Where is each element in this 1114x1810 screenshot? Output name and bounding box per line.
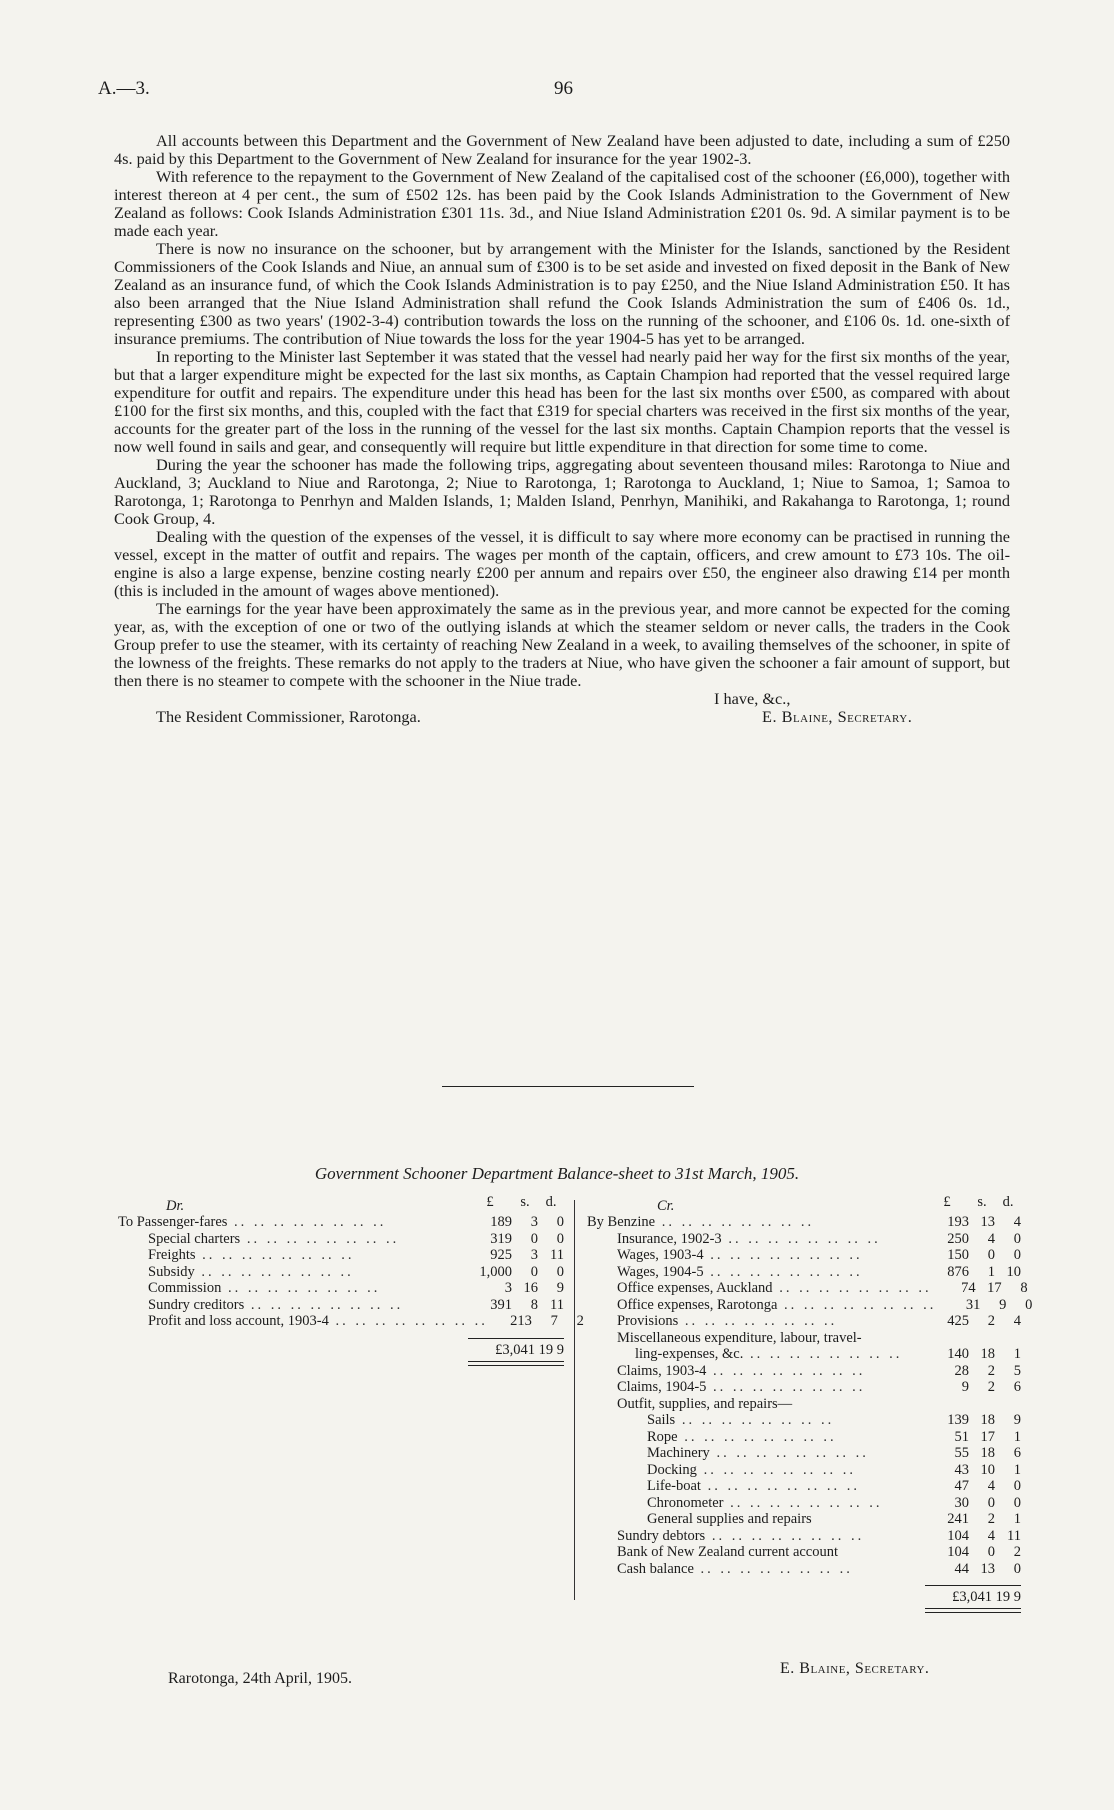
row-amount: 925 3 11 <box>490 1247 564 1263</box>
row-label: Claims, 1904-5 .. .. .. .. .. .. .. .. <box>617 1379 866 1395</box>
row-label: Rope .. .. .. .. .. .. .. .. <box>647 1428 837 1445</box>
table-row <box>587 1528 1021 1545</box>
paragraph: There is now no insurance on the schooner, but by arrangement with the Minister for the Islands, sanctioned by the Resident Commissioners of the Cook Islands and Niue, an annual sum of £300 is to be set aside and invested on fixed deposit in the Bank of New Zealand as an insurance fund, of which the Cook Islands Administration is to pay £250, and the Niue Island Administration £50. It has also been arranged that the Niue Island Administration shall refund the Cook Islands Administration the sum of £406 0s. 1d., representing £300 as two years' (1902-3-4) contribution towards the loss on the running of the schooner, and £106 0s. 1d. one-sixth of insurance premiums. The contribution of Niue towards the loss for the year 1904-5 has yet to be arranged. <box>114 239 1010 348</box>
row-amount: 104 4 11 <box>947 1527 1021 1544</box>
currency-headers: £ s. d. <box>486 1194 557 1210</box>
row-amount: 139 18 9 <box>947 1412 1021 1428</box>
double-rule <box>925 1608 1021 1613</box>
row-label: To Passenger-fares .. .. .. .. .. .. .. .. <box>118 1214 387 1230</box>
table-row <box>118 1280 564 1297</box>
credit-heading: Cr. <box>657 1198 675 1214</box>
credit-column <box>587 1194 1033 1613</box>
debit-total: £3,041 19 9 <box>495 1341 564 1358</box>
table-row <box>587 1429 1021 1446</box>
row-amount: 250 4 0 <box>947 1230 1021 1247</box>
paragraph: In reporting to the Minister last September it was stated that the vessel had nearly paid her way for the first six months of the year, but that a larger expenditure might be expected for the last six months, as Captain Champion had reported that the vessel required large expenditure for outfit and repairs. The expenditure under this head has been for the last six months over £500, as compared with about £100 for the first six months, and this, coupled with the fact that £319 for special charters was received in the first six months of the year, accounts for the greater part of the loss in the running of the vessel for the last six months. Captain Champion reports that the vessel is now well found in sails and gear, and consequently will require but little expenditure in that direction for some time to come. <box>114 347 1010 456</box>
table-row <box>118 1264 564 1281</box>
row-label: Provisions .. .. .. .. .. .. .. .. <box>617 1313 838 1329</box>
row-label: General supplies and repairs <box>647 1511 812 1527</box>
row-label: Cash balance .. .. .. .. .. .. .. .. <box>617 1560 853 1577</box>
row-label: Claims, 1903-4 .. .. .. .. .. .. .. .. <box>617 1362 866 1379</box>
table-row <box>587 1313 1021 1330</box>
row-label: Outfit, supplies, and repairs— <box>617 1395 793 1412</box>
debit-column <box>118 1194 584 1366</box>
table-row <box>587 1296 1033 1314</box>
row-amount: 391 8 11 <box>490 1296 564 1313</box>
closing-phrase: I have, &c., <box>714 689 791 708</box>
row-label: Miscellaneous expenditure, labour, travel- <box>617 1329 862 1346</box>
document-reference: A.—3. <box>98 78 150 99</box>
row-label: Bank of New Zealand current account <box>617 1544 839 1560</box>
row-amount: 425 2 4 <box>947 1313 1021 1329</box>
table-row <box>587 1346 1021 1363</box>
page-number: 96 <box>554 78 573 99</box>
table-row <box>587 1264 1021 1281</box>
row-label: Insurance, 1902-3 .. .. .. .. .. .. .. .. <box>617 1230 881 1247</box>
row-amount: 1,000 0 0 <box>479 1263 564 1280</box>
row-amount: 74 17 8 <box>961 1280 1028 1296</box>
row-label: By Benzine .. .. .. .. .. .. .. .. <box>587 1214 815 1230</box>
table-row <box>587 1561 1021 1578</box>
row-label: Machinery .. .. .. .. .. .. .. .. <box>647 1445 869 1461</box>
table-row <box>587 1412 1021 1429</box>
row-label: Sundry creditors .. .. .. .. .. .. .. .. <box>148 1296 404 1313</box>
row-label: Sundry debtors .. .. .. .. .. .. .. .. <box>617 1527 865 1544</box>
table-row <box>587 1247 1021 1264</box>
row-amount: 104 0 2 <box>947 1544 1021 1560</box>
table-row <box>587 1462 1021 1479</box>
letter-signature: E. Blaine, Secretary. <box>762 707 913 726</box>
row-label: Office expenses, Rarotonga .. .. .. .. .. .. .. .. <box>617 1296 937 1313</box>
row-label: Wages, 1904-5 .. .. .. .. .. .. .. .. <box>617 1263 863 1280</box>
paragraph: Dealing with the question of the expenses of the vessel, it is difficult to say where more economy can be practised in running the vessel, except in the matter of outfit and repairs. The wages per month of the captain, officers, and crew amount to £73 10s. The oil-engine is also a large expense, benzine costing nearly £200 per annum and repairs over £50, the engineer also drawing £14 per month (this is included in the amount of wages above mentioned). <box>114 527 1010 600</box>
row-label: Docking .. .. .. .. .. .. .. .. <box>647 1461 856 1478</box>
table-row <box>118 1214 564 1231</box>
row-label: Commission .. .. .. .. .. .. .. .. <box>148 1280 381 1296</box>
letter-addressee: The Resident Commissioner, Rarotonga. <box>156 707 421 726</box>
row-amount: 241 2 1 <box>947 1511 1021 1527</box>
letter-closing <box>114 690 1010 730</box>
table-row <box>118 1297 564 1314</box>
row-label: Freights .. .. .. .. .. .. .. .. <box>148 1247 355 1263</box>
table-row <box>587 1379 1021 1396</box>
row-label: Profit and loss account, 1903-4 .. .. .. .. .. .. .. .. <box>148 1313 488 1329</box>
page-header <box>98 78 1018 102</box>
row-amount: 55 18 6 <box>954 1445 1021 1461</box>
footer-signature: E. Blaine, Secretary. <box>780 1660 930 1677</box>
table-row <box>587 1214 1021 1231</box>
letter-body <box>114 132 1010 730</box>
row-amount: 3 16 9 <box>504 1280 564 1296</box>
row-label: Life-boat .. .. .. .. .. .. .. .. <box>647 1478 860 1494</box>
row-amount: 43 10 1 <box>954 1461 1021 1478</box>
row-amount: 47 4 0 <box>954 1478 1021 1494</box>
credit-column-header <box>587 1194 1021 1214</box>
paragraph: All accounts between this Department and the Government of New Zealand have been adjusted to date, including a sum of £250 4s. paid by this Department to the Government of New Zealand for insurance for the year 1902-3. <box>114 131 1010 168</box>
section-divider <box>442 1086 694 1087</box>
table-row <box>587 1544 1021 1561</box>
table-row <box>587 1495 1021 1512</box>
row-amount: 193 13 4 <box>947 1214 1021 1230</box>
debit-heading: Dr. <box>166 1198 185 1214</box>
row-amount: 189 3 0 <box>490 1214 564 1230</box>
table-row <box>587 1363 1021 1380</box>
column-divider <box>574 1200 575 1600</box>
row-label: Office expenses, Auckland .. .. .. .. .. .. .. .. <box>617 1280 932 1296</box>
row-label: ling-expenses, &c. .. .. .. .. .. .. .. .. <box>635 1346 903 1362</box>
credit-total: £3,041 19 9 <box>952 1589 1021 1605</box>
row-amount: 876 1 10 <box>947 1263 1021 1280</box>
table-row <box>587 1511 1021 1528</box>
table-row <box>118 1247 564 1264</box>
table-row <box>587 1330 1021 1347</box>
row-amount: 140 18 1 <box>947 1346 1021 1362</box>
paragraph: The earnings for the year have been approximately the same as in the previous year, and more cannot be expected for the coming year, as, with the exception of one or two of the outlying islands at which the steamer seldom or never calls, the traders in the Cook Group prefer to use the steamer, with its certainty of reaching New Zealand in a week, to availing themselves of the schooner, in spite of the lowness of the freights. These remarks do not apply to the traders at Niue, who have given the schooner a fair amount of support, but then there is no steamer to compete with the schooner in the Niue trade. <box>114 599 1010 690</box>
currency-headers: £ s. d. <box>943 1194 1014 1210</box>
row-amount: 30 0 0 <box>954 1494 1021 1511</box>
row-amount <box>925 1330 1021 1347</box>
row-label: Wages, 1903-4 .. .. .. .. .. .. .. .. <box>617 1247 863 1263</box>
table-row <box>587 1396 1021 1413</box>
table-row <box>587 1231 1021 1248</box>
double-rule <box>468 1361 564 1366</box>
place-date: Rarotonga, 24th April, 1905. <box>168 1670 352 1687</box>
paragraph: With reference to the repayment to the Government of New Zealand of the capitalised cost of the schooner (£6,000), together with interest thereon at 4 per cent., the sum of £502 12s. has been paid by the Cook Islands Administration to the Government of New Zealand as follows: Cook Islands Administration £301 11s. 3d., and Niue Island Administration £201 0s. 9d. A similar payment is to be made each year. <box>114 167 1010 240</box>
debit-column-header <box>118 1194 564 1214</box>
table-row <box>587 1478 1021 1495</box>
table-row <box>118 1231 564 1248</box>
row-label: Chronometer .. .. .. .. .. .. .. .. <box>647 1494 883 1511</box>
row-amount: 150 0 0 <box>947 1247 1021 1263</box>
row-label: Sails .. .. .. .. .. .. .. .. <box>647 1412 835 1428</box>
paragraph: During the year the schooner has made the following trips, aggregating about seventeen thousand miles: Rarotonga to Niue and Auckland, 3; Auckland to Niue and Rarotonga, 2; Niue to Rarotonga, 1; Rarotonga to Auckland, 1; Niue to Samoa, 1; Samoa to Rarotonga, 1; Rarotonga to Penrhyn and Malden Islands, 1; Malden Island, Penrhyn, Manihiki, and Rakahanga to Rarotonga, 1; round Cook Group, 4. <box>114 455 1010 528</box>
row-label: Special charters .. .. .. .. .. .. .. .. <box>148 1230 400 1247</box>
credit-rows <box>587 1214 1033 1577</box>
row-amount <box>925 1396 1021 1413</box>
table-row <box>118 1313 584 1330</box>
balance-sheet-title: Government Schooner Department Balance-sheet to 31st March, 1905. <box>314 1164 800 1183</box>
row-amount: 44 13 0 <box>954 1560 1021 1577</box>
row-label: Subsidy .. .. .. .. .. .. .. .. <box>148 1263 354 1280</box>
row-amount: 51 17 1 <box>954 1428 1021 1445</box>
row-amount: 213 7 2 <box>510 1313 584 1329</box>
row-amount: 31 9 0 <box>965 1296 1033 1313</box>
table-row <box>587 1280 1028 1297</box>
row-amount: 319 0 0 <box>490 1230 564 1247</box>
table-row <box>587 1445 1021 1462</box>
debit-rows <box>118 1214 584 1330</box>
row-amount: 28 2 5 <box>954 1362 1021 1379</box>
row-amount: 9 2 6 <box>961 1379 1021 1395</box>
